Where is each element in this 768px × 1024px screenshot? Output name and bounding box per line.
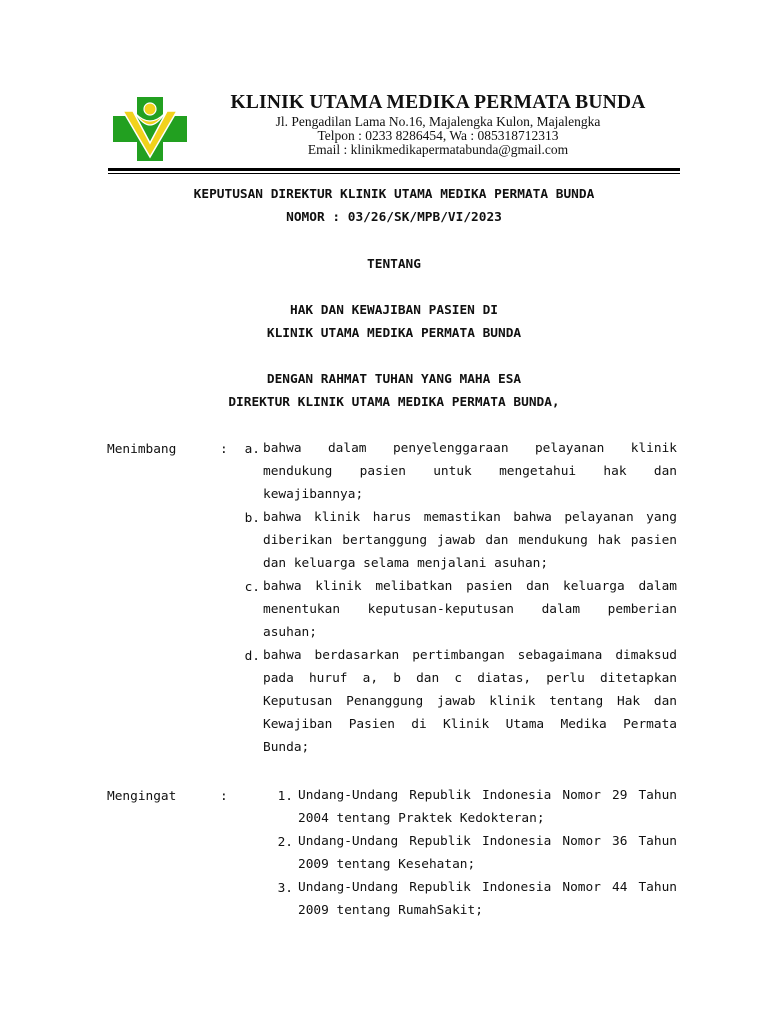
menimbang-marker-b: b. — [244, 511, 260, 526]
menimbang-marker-a: a. — [244, 442, 260, 457]
mengingat-colon: : — [220, 789, 228, 804]
subject-line-2: KLINIK UTAMA MEDIKA PERMATA BUNDA — [266, 326, 522, 341]
mengingat-marker-1: 1. — [277, 789, 293, 804]
director-line: DIREKTUR KLINIK UTAMA MEDIKA PERMATA BUNDA, — [228, 395, 560, 410]
mengingat-item-2: Undang-Undang Republik Indonesia Nomor 36 Tahun 2009 tentang Kesehatan; — [298, 834, 677, 872]
letterhead-rule-thick — [108, 168, 680, 171]
menimbang-colon: : — [220, 442, 228, 457]
clinic-phone: Telpon : 0233 8286454, Wa : 085318712313 — [317, 128, 559, 143]
menimbang-item-d: bahwa berdasarkan pertimbangan sebagaimana dimaksud pada huruf a, b dan c diatas, perlu ditetapkan Keputusan Penanggung jawab klinik tentang Hak dan Kewajiban Pasien di Klinik Utama Medika Permata Bunda; — [263, 648, 677, 755]
menimbang-item-b: bahwa klinik harus memastikan bahwa pelayanan yang diberikan bertanggung jawab dan mendukung hak pasien dan keluarga selama menjalani asuhan; — [263, 510, 677, 571]
clinic-address: Jl. Pengadilan Lama No.16, Majalengka Kulon, Majalengka — [275, 114, 601, 129]
blessing-line: DENGAN RAHMAT TUHAN YANG MAHA ESA — [266, 372, 522, 387]
clinic-logo — [113, 97, 187, 161]
subject-line-1: HAK DAN KEWAJIBAN PASIEN DI — [289, 303, 499, 318]
menimbang-label: Menimbang — [107, 442, 177, 457]
clinic-name: KLINIK UTAMA MEDIKA PERMATA BUNDA — [230, 92, 646, 113]
menimbang-item-c: bahwa klinik melibatkan pasien dan keluarga dalam menentukan keputusan-keputusan dalam pemberian asuhan; — [263, 579, 677, 640]
letterhead-rule-thin — [108, 173, 680, 174]
menimbang-item-a: bahwa dalam penyelenggaraan pelayanan klinik mendukung pasien untuk mengetahui hak dan kewajibannya; — [263, 441, 677, 502]
mengingat-marker-3: 3. — [277, 881, 293, 896]
mengingat-item-3: Undang-Undang Republik Indonesia Nomor 44 Tahun 2009 tentang RumahSakit; — [298, 880, 677, 918]
menimbang-marker-c: c. — [244, 580, 260, 595]
decree-number: NOMOR : 03/26/SK/MPB/VI/2023 — [286, 210, 502, 225]
clinic-email: Email : klinikmedikapermatabunda@gmail.com — [307, 142, 569, 157]
mengingat-label: Mengingat — [107, 789, 177, 804]
mengingat-marker-2: 2. — [277, 835, 293, 850]
mengingat-item-1: Undang-Undang Republik Indonesia Nomor 29 Tahun 2004 tentang Praktek Kedokteran; — [298, 788, 677, 826]
menimbang-marker-d: d. — [244, 649, 260, 664]
decree-title: KEPUTUSAN DIREKTUR KLINIK UTAMA MEDIKA PERMATA BUNDA — [193, 187, 595, 202]
about-label: TENTANG — [367, 257, 421, 272]
